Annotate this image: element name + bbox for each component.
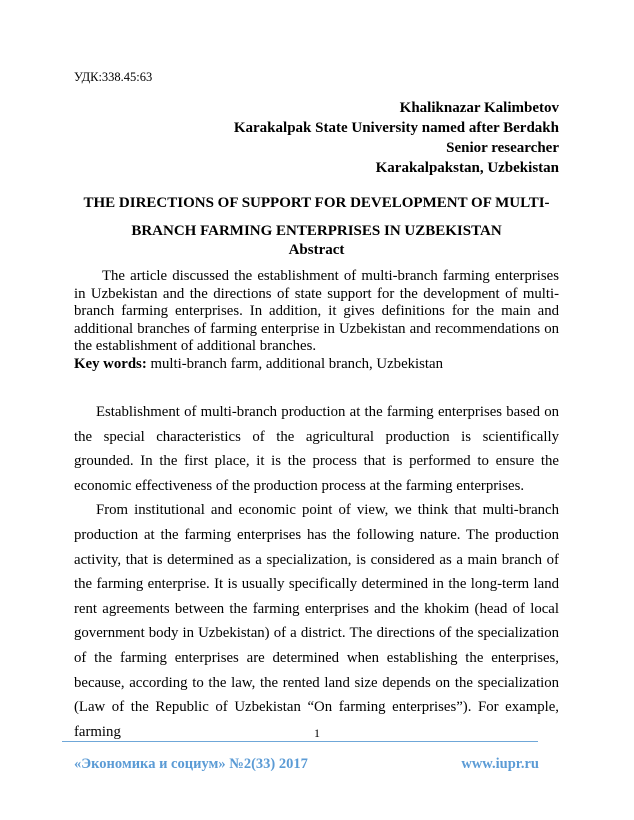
article-title	[74, 189, 559, 245]
author-location: Karakalpakstan, Uzbekistan	[375, 160, 559, 176]
author-affiliation: Karakalpak State University named after Berdakh	[233, 120, 559, 136]
author-block	[139, 98, 559, 178]
journal-name: «Экономика и социум» №2(33) 2017	[74, 756, 308, 772]
abstract-heading: Abstract	[288, 242, 345, 258]
article-body	[74, 400, 559, 744]
author-position: Senior researcher	[446, 140, 559, 156]
author-name: Khaliknazar Kalimbetov	[399, 100, 559, 116]
udc-code: УДК:338.45:63	[74, 70, 153, 84]
page-number: 1	[314, 726, 320, 740]
keywords-values: multi-branch farm, additional branch, Uzbekistan	[146, 356, 443, 372]
journal-website: www.iupr.ru	[461, 756, 539, 772]
footer-divider	[62, 741, 538, 742]
body-paragraph-1: Establishment of multi-branch production at the farming enterprises based on the special characteristics of the agricultural production is scientifically grounded. In the first place, it is the process that is performed to ensure the economic effectiveness of the production process at the farming enterprises.	[74, 404, 559, 494]
body-paragraph-2: From institutional and economic point of view, we think that multi-branch production at the farming enterprises has the following nature. The production activity, that is determined as a specialization, is considered as a main branch of the farming enterprise. It is usually specifically determined in the long-term land rent agreements between the farming enterprises and the khokim (head of local government body in Uzbekistan) of a district. The directions of the specialization of the farming enterprises are determined when establishing the enterprises, because, according to the law, the rented land size depends on the specialization (Law of the Republic of Uzbekistan “On farming enterprises”). For example, farming	[74, 502, 559, 740]
abstract-text: The article discussed the establishment of multi-branch farming enterprises in Uzbekistan and the directions of state support for the development of multi-branch farming enterprises. In addition, it gives definitions for the main and additional branches of farming enterprise in Uzbekistan and recommendations on the establishment of additional branches.	[74, 268, 559, 354]
keywords-label: Key words:	[74, 356, 147, 372]
article-title-line-1: THE DIRECTIONS OF SUPPORT FOR DEVELOPMENT OF MULTI-	[83, 195, 550, 211]
keywords-line	[74, 356, 559, 374]
article-title-line-2: BRANCH FARMING ENTERPRISES IN UZBEKISTAN	[131, 223, 502, 239]
